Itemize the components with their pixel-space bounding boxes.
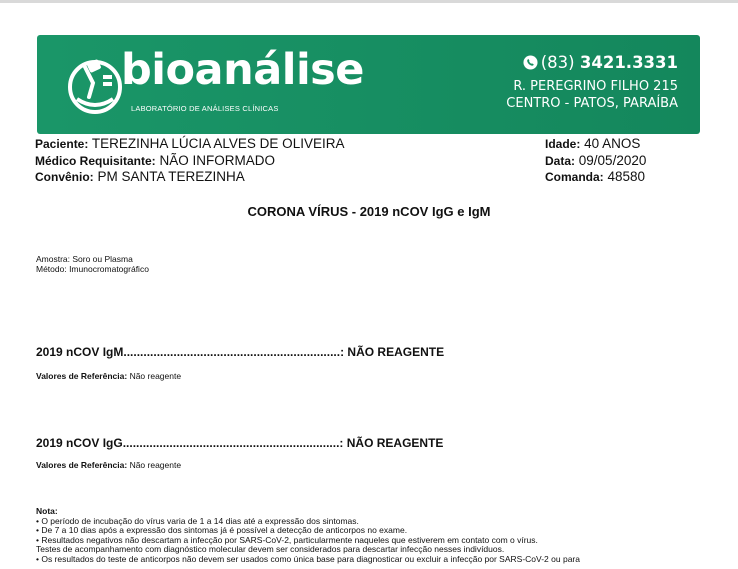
note-line: • Os resultados do teste de anticorpos não devem ser usados como única base para diagnosticar ou excluir a infecção por SARS-CoV-2 ou para: [36, 553, 580, 564]
note-line: • Resultados negativos não descartam a infecção por SARS-CoV-2, particularmente naqueles que estiverem em contato com o vírus.: [36, 534, 538, 545]
age-value: 40 ANOS: [584, 136, 641, 151]
sample-type: Amostra: Soro ou Plasma: [36, 254, 133, 264]
insurance-row: [35, 169, 344, 186]
age-label: Idade:: [545, 137, 581, 151]
patient-name: TEREZINHA LÚCIA ALVES DE OLIVEIRA: [91, 136, 345, 151]
doctor-value: NÃO INFORMADO: [159, 152, 275, 168]
method: Método: Imunocromatográfico: [36, 264, 149, 274]
order-label: Comanda:: [545, 170, 604, 184]
reference-igm-value: Não reagente: [129, 371, 182, 381]
phone-line: [506, 53, 678, 72]
notes-heading: Nota:: [36, 506, 58, 516]
sample-method-block: [36, 254, 149, 274]
order-row: [545, 169, 646, 186]
date-value: 09/05/2020: [578, 152, 647, 168]
reference-igm: [36, 371, 181, 381]
lab-header-banner: [37, 35, 700, 134]
reference-igg-label: Valores de Referência:: [36, 460, 128, 470]
result-igg-label: 2019 nCOV IgG.................................................................:: [36, 436, 344, 450]
reference-igg-value: Não reagente: [129, 460, 182, 470]
reference-igg: [36, 460, 181, 470]
date-label: Data:: [545, 153, 576, 168]
patient-info-right: [545, 136, 646, 186]
lab-logo: [63, 45, 364, 121]
reference-igm-label: Valores de Referência:: [36, 371, 128, 381]
result-igm-value: NÃO REAGENTE: [347, 345, 445, 359]
exam-title: CORONA VÍRUS - 2019 nCOV IgG e IgM: [247, 204, 491, 219]
brand-name: bioanálise: [121, 45, 364, 95]
notes-block: [36, 507, 580, 565]
result-igm-label: 2019 nCOV IgM.................................................................:: [36, 345, 345, 359]
phone-number: 3421.3331: [579, 53, 678, 72]
result-igg-value: NÃO REAGENTE: [346, 436, 444, 450]
doctor-row: [35, 153, 344, 170]
lab-logo-icon: [63, 53, 127, 117]
insurance-label: Convênio:: [35, 170, 94, 184]
note-line: • De 7 a 10 dias após a expressão dos sintomas já é possível a detecção de anticorpos no exame.: [36, 525, 408, 536]
brand-tagline: LABORATÓRIO DE ANÁLISES CLÍNICAS: [131, 104, 279, 113]
note-line: Testes de acompanhamento com diagnóstico molecular devem ser considerados para descartar infecção nesses indivíduos.: [36, 544, 505, 555]
result-igm: [36, 345, 444, 359]
document-top-border: [0, 0, 738, 3]
insurance-value: PM SANTA TEREZINHA: [97, 169, 245, 184]
order-value: 48580: [607, 169, 645, 184]
address-line-2: CENTRO - PATOS, PARAÍBA: [506, 96, 678, 111]
doctor-label: Médico Requisitante:: [35, 153, 156, 168]
phone-prefix: (83): [540, 53, 575, 72]
patient-name-label: Paciente:: [35, 137, 89, 151]
result-igg: [36, 436, 443, 450]
whatsapp-icon: [523, 55, 538, 70]
patient-name-row: [35, 136, 344, 153]
date-row: [545, 153, 646, 170]
age-row: [545, 136, 646, 153]
note-line: • O período de incubação do vírus varia de 1 a 14 dias até a expressão dos sintomas.: [36, 515, 359, 526]
address-line-1: R. PEREGRINO FILHO 215: [513, 79, 678, 94]
patient-info-left: [35, 136, 344, 186]
contact-block: [506, 53, 678, 112]
